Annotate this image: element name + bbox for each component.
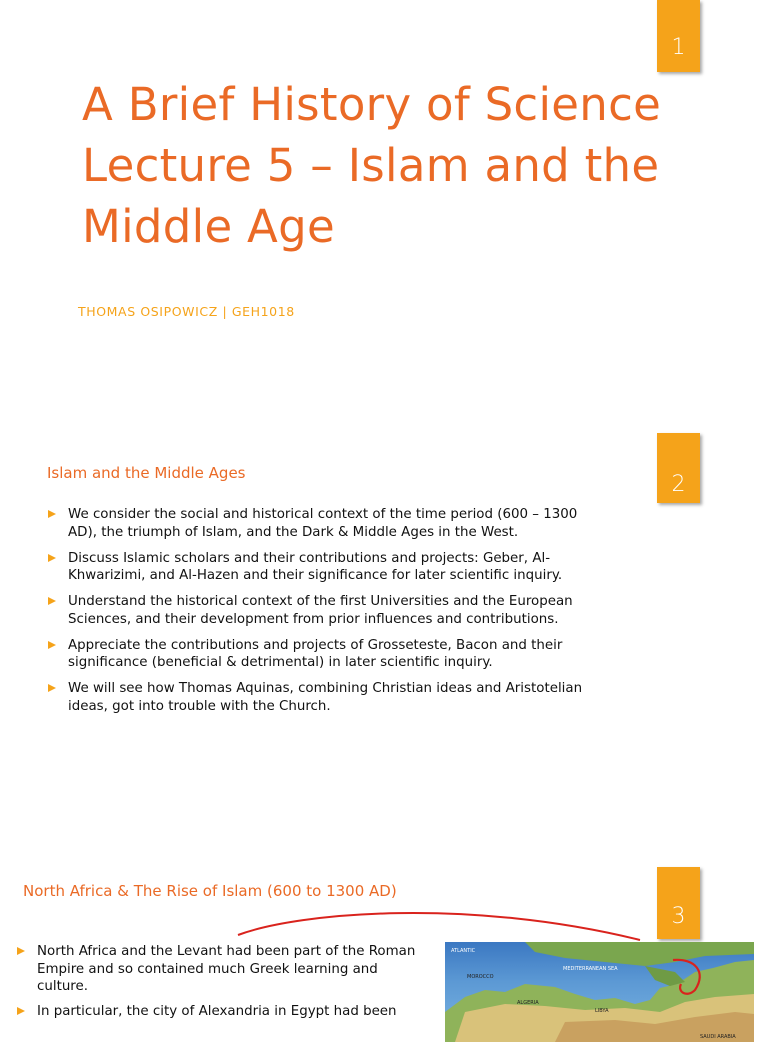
bullet-list (48, 506, 608, 724)
author-subtitle: THOMAS OSIPOWICZ | GEH1018 (78, 304, 295, 319)
map-label: SAUDI ARABIA (700, 1034, 736, 1040)
bullet-arrow-icon (48, 597, 56, 605)
slide-title (82, 74, 742, 257)
slide-title: Islam and the Middle Ages (47, 464, 246, 482)
page-number-badge: 3 (657, 867, 700, 939)
map-label: ALGERIA (517, 1000, 539, 1006)
bullet-text: We will see how Thomas Aquinas, combining Christian ideas and Aristotelian ideas, got into trouble with the Church. (68, 681, 583, 714)
slide-1 (0, 0, 768, 410)
map-label: ATLANTIC (451, 948, 476, 954)
bullet-text: Appreciate the contributions and projects of Grosseteste, Bacon and their significance (beneficial & detrimental) in later scientific inquiry. (68, 637, 563, 670)
bullet-text: In particular, the city of Alexandria in Egypt had been (37, 1003, 397, 1019)
title-line-1: A Brief History of Science (82, 78, 662, 131)
title-line-2: Lecture 5 – Islam and the (82, 139, 660, 192)
bullet-arrow-icon (48, 641, 56, 649)
bullet-text: We consider the social and historical context of the time period (600 – 1300 AD), the triumph of Islam, and the Dark & Middle Ages in the West. (68, 507, 578, 540)
map-image (445, 942, 754, 1042)
page-number-badge: 1 (657, 0, 700, 72)
slide-3 (0, 840, 768, 1040)
page-number-badge: 2 (657, 433, 700, 503)
bullet-item (48, 550, 608, 585)
bullet-item (48, 680, 608, 715)
bullet-item (48, 593, 608, 628)
title-line-3: Middle Age (82, 200, 335, 253)
bullet-item (17, 943, 422, 996)
bullet-item (17, 1003, 422, 1021)
bullet-arrow-icon (17, 1007, 25, 1015)
slide-2 (0, 410, 768, 840)
map-label: MEDITERRANEAN SEA (563, 966, 618, 972)
bullet-arrow-icon (48, 554, 56, 562)
bullet-text: Understand the historical context of the first Universities and the European Sciences, and their development from prior influences and contributions. (68, 594, 573, 627)
slide-title: North Africa & The Rise of Islam (600 to 1300 AD) (23, 882, 397, 900)
bullet-arrow-icon (48, 684, 56, 692)
bullet-text: North Africa and the Levant had been part of the Roman Empire and so contained much Greek learning and culture. (37, 944, 416, 994)
map-label: LIBYA (595, 1008, 609, 1014)
bullet-list (17, 943, 422, 1027)
bullet-arrow-icon (48, 510, 56, 518)
bullet-text: Discuss Islamic scholars and their contributions and projects: Geber, Al-Khwarizimi, and Al-Hazen and their significance for later scientific inquiry. (68, 550, 563, 583)
bullet-item (48, 637, 608, 672)
bullet-item (48, 506, 608, 541)
map-label: MOROCCO (467, 974, 494, 980)
bullet-arrow-icon (17, 947, 25, 955)
